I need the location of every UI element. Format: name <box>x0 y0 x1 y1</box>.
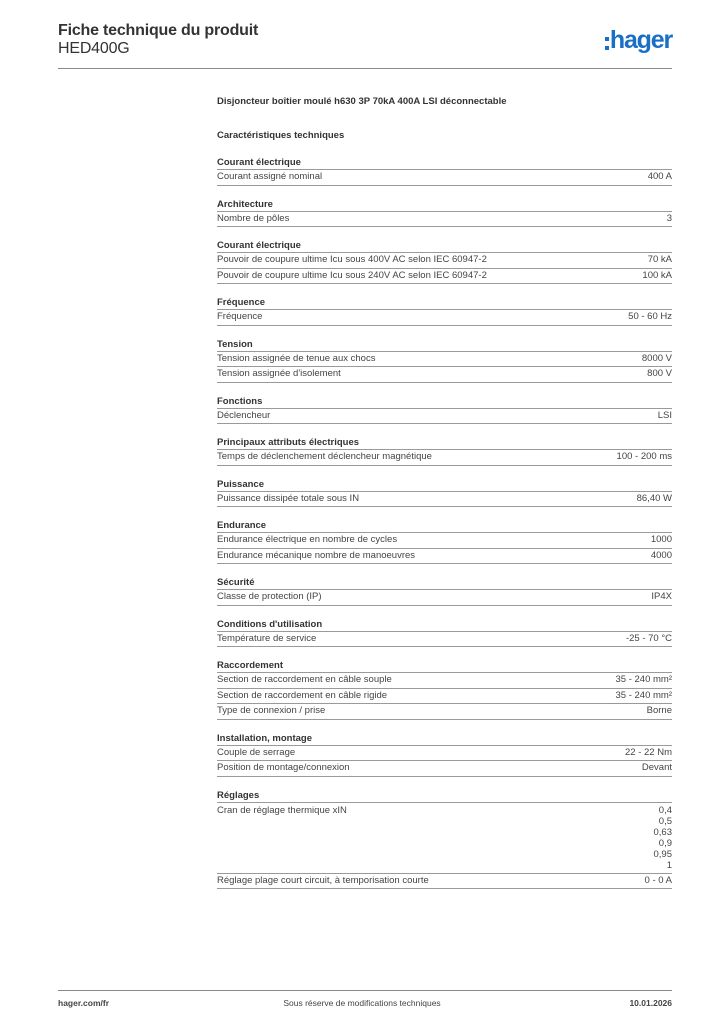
spec-value: 4000 <box>650 549 672 561</box>
spec-section <box>217 788 672 890</box>
spec-section <box>217 575 672 606</box>
spec-label: Tension assignée d'isolement <box>217 368 341 379</box>
spec-value: LSI <box>657 409 672 421</box>
footer-website: hager.com/fr <box>58 998 110 1008</box>
spec-value: -25 - 70 °C <box>625 632 672 644</box>
spec-value: 22 - 22 Nm <box>625 746 672 758</box>
spec-section <box>217 658 672 720</box>
spec-label: Température de service <box>217 632 317 644</box>
spec-label: Classe de protection (IP) <box>217 591 322 602</box>
spec-value: 0,5 <box>658 815 672 827</box>
spec-label: Position de montage/connexion <box>217 762 350 773</box>
spec-value: 8000 V <box>641 352 672 364</box>
spec-value: 86,40 W <box>636 492 672 504</box>
spec-value: 0,4 <box>658 804 672 816</box>
spec-row <box>217 590 672 606</box>
spec-content <box>217 96 672 889</box>
spec-value: 3 <box>666 212 672 224</box>
spec-value: 100 kA <box>642 269 672 281</box>
spec-value: 70 kA <box>647 254 672 265</box>
spec-row <box>217 310 672 326</box>
spec-label: Tension assignée de tenue aux chocs <box>217 352 376 364</box>
spec-row <box>217 689 672 705</box>
spec-label: Fréquence <box>217 311 263 322</box>
spec-row <box>217 632 672 648</box>
section-title: Tension <box>217 337 672 352</box>
spec-label: Pouvoir de coupure ultime Icu sous 400V AC selon IEC 60947-2 <box>217 254 487 265</box>
spec-row <box>217 212 672 228</box>
spec-row <box>217 746 672 762</box>
spec-value: 35 - 240 mm² <box>615 689 672 701</box>
spec-label: Temps de déclenchement déclencheur magnétique <box>217 451 432 462</box>
spec-label: Nombre de pôles <box>217 212 290 224</box>
logo-text: hager <box>609 26 672 54</box>
spec-value-list <box>654 805 673 871</box>
spec-label: Courant assigné nominal <box>217 171 323 182</box>
spec-row <box>217 170 672 186</box>
spec-label: Déclencheur <box>217 409 271 421</box>
hager-logo <box>605 28 672 53</box>
spec-value: Borne <box>646 705 672 716</box>
section-title: Réglages <box>217 788 672 803</box>
spec-value: 35 - 240 mm² <box>615 674 672 685</box>
spec-section <box>217 155 672 186</box>
spec-label: Pouvoir de coupure ultime Icu sous 240V AC selon IEC 60947-2 <box>217 269 487 281</box>
spec-row <box>217 673 672 689</box>
spec-section <box>217 617 672 648</box>
section-title: Sécurité <box>217 575 672 590</box>
spec-sections <box>217 155 672 889</box>
logo-colon-icon <box>605 37 609 50</box>
spec-row <box>217 704 672 720</box>
page-title: Fiche technique du produit <box>58 22 259 39</box>
spec-label: Endurance électrique en nombre de cycles <box>217 534 398 545</box>
spec-row <box>217 352 672 368</box>
footer-notice: Sous réserve de modifications techniques <box>283 998 441 1008</box>
spec-section <box>217 518 672 564</box>
spec-value: 50 - 60 Hz <box>628 311 672 322</box>
spec-row <box>217 492 672 508</box>
spec-value: 0 - 0 A <box>644 874 672 886</box>
section-title: Conditions d'utilisation <box>217 617 672 632</box>
spec-row <box>217 533 672 549</box>
spec-label: Section de raccordement en câble souple <box>217 674 392 685</box>
spec-section <box>217 435 672 466</box>
spec-row <box>217 367 672 383</box>
spec-value: Devant <box>641 762 672 773</box>
spec-row <box>217 803 672 874</box>
spec-value: IP4X <box>651 591 672 602</box>
section-title: Endurance <box>217 518 672 533</box>
section-title: Fonctions <box>217 394 672 409</box>
spec-section <box>217 295 672 326</box>
spec-value: 800 V <box>647 368 672 379</box>
spec-value: 100 - 200 ms <box>616 451 672 462</box>
spec-value: 1 <box>666 859 672 871</box>
spec-label: Cran de réglage thermique xIN <box>217 804 347 816</box>
spec-label: Couple de serrage <box>217 746 296 758</box>
section-title: Courant électrique <box>217 238 672 253</box>
section-title: Installation, montage <box>217 731 672 746</box>
spec-section <box>217 394 672 425</box>
spec-value: 1000 <box>650 534 672 545</box>
spec-section <box>217 337 672 383</box>
product-reference: HED400G <box>58 40 130 57</box>
spec-value: 0,9 <box>658 837 672 849</box>
spec-section <box>217 477 672 508</box>
product-description: Disjoncteur boîtier moulé h630 3P 70kA 400A LSI déconnectable <box>217 96 507 107</box>
spec-row <box>217 253 672 269</box>
spec-label: Puissance dissipée totale sous IN <box>217 492 360 504</box>
spec-section <box>217 197 672 228</box>
spec-value: 0,95 <box>653 848 672 860</box>
section-title: Raccordement <box>217 658 672 673</box>
section-title: Puissance <box>217 477 672 492</box>
spec-row <box>217 450 672 466</box>
spec-row <box>217 761 672 777</box>
spec-label: Section de raccordement en câble rigide <box>217 689 388 701</box>
section-title: Fréquence <box>217 295 672 310</box>
spec-row <box>217 269 672 285</box>
spec-label: Endurance mécanique nombre de manoeuvres <box>217 549 416 561</box>
spec-heading: Caractéristiques techniques <box>217 130 345 141</box>
footer-divider <box>58 990 672 991</box>
spec-row <box>217 409 672 425</box>
section-title: Courant électrique <box>217 155 672 170</box>
spec-section <box>217 731 672 777</box>
footer-date: 10.01.2026 <box>629 998 672 1008</box>
spec-label: Type de connexion / prise <box>217 705 326 716</box>
spec-label: Réglage plage court circuit, à temporisation courte <box>217 874 429 886</box>
spec-row <box>217 874 672 890</box>
spec-value: 0,63 <box>653 826 672 838</box>
section-title: Principaux attributs électriques <box>217 435 672 450</box>
spec-value: 400 A <box>647 171 672 182</box>
header-divider <box>58 68 672 69</box>
spec-section <box>217 238 672 284</box>
section-title: Architecture <box>217 197 672 212</box>
spec-row <box>217 549 672 565</box>
